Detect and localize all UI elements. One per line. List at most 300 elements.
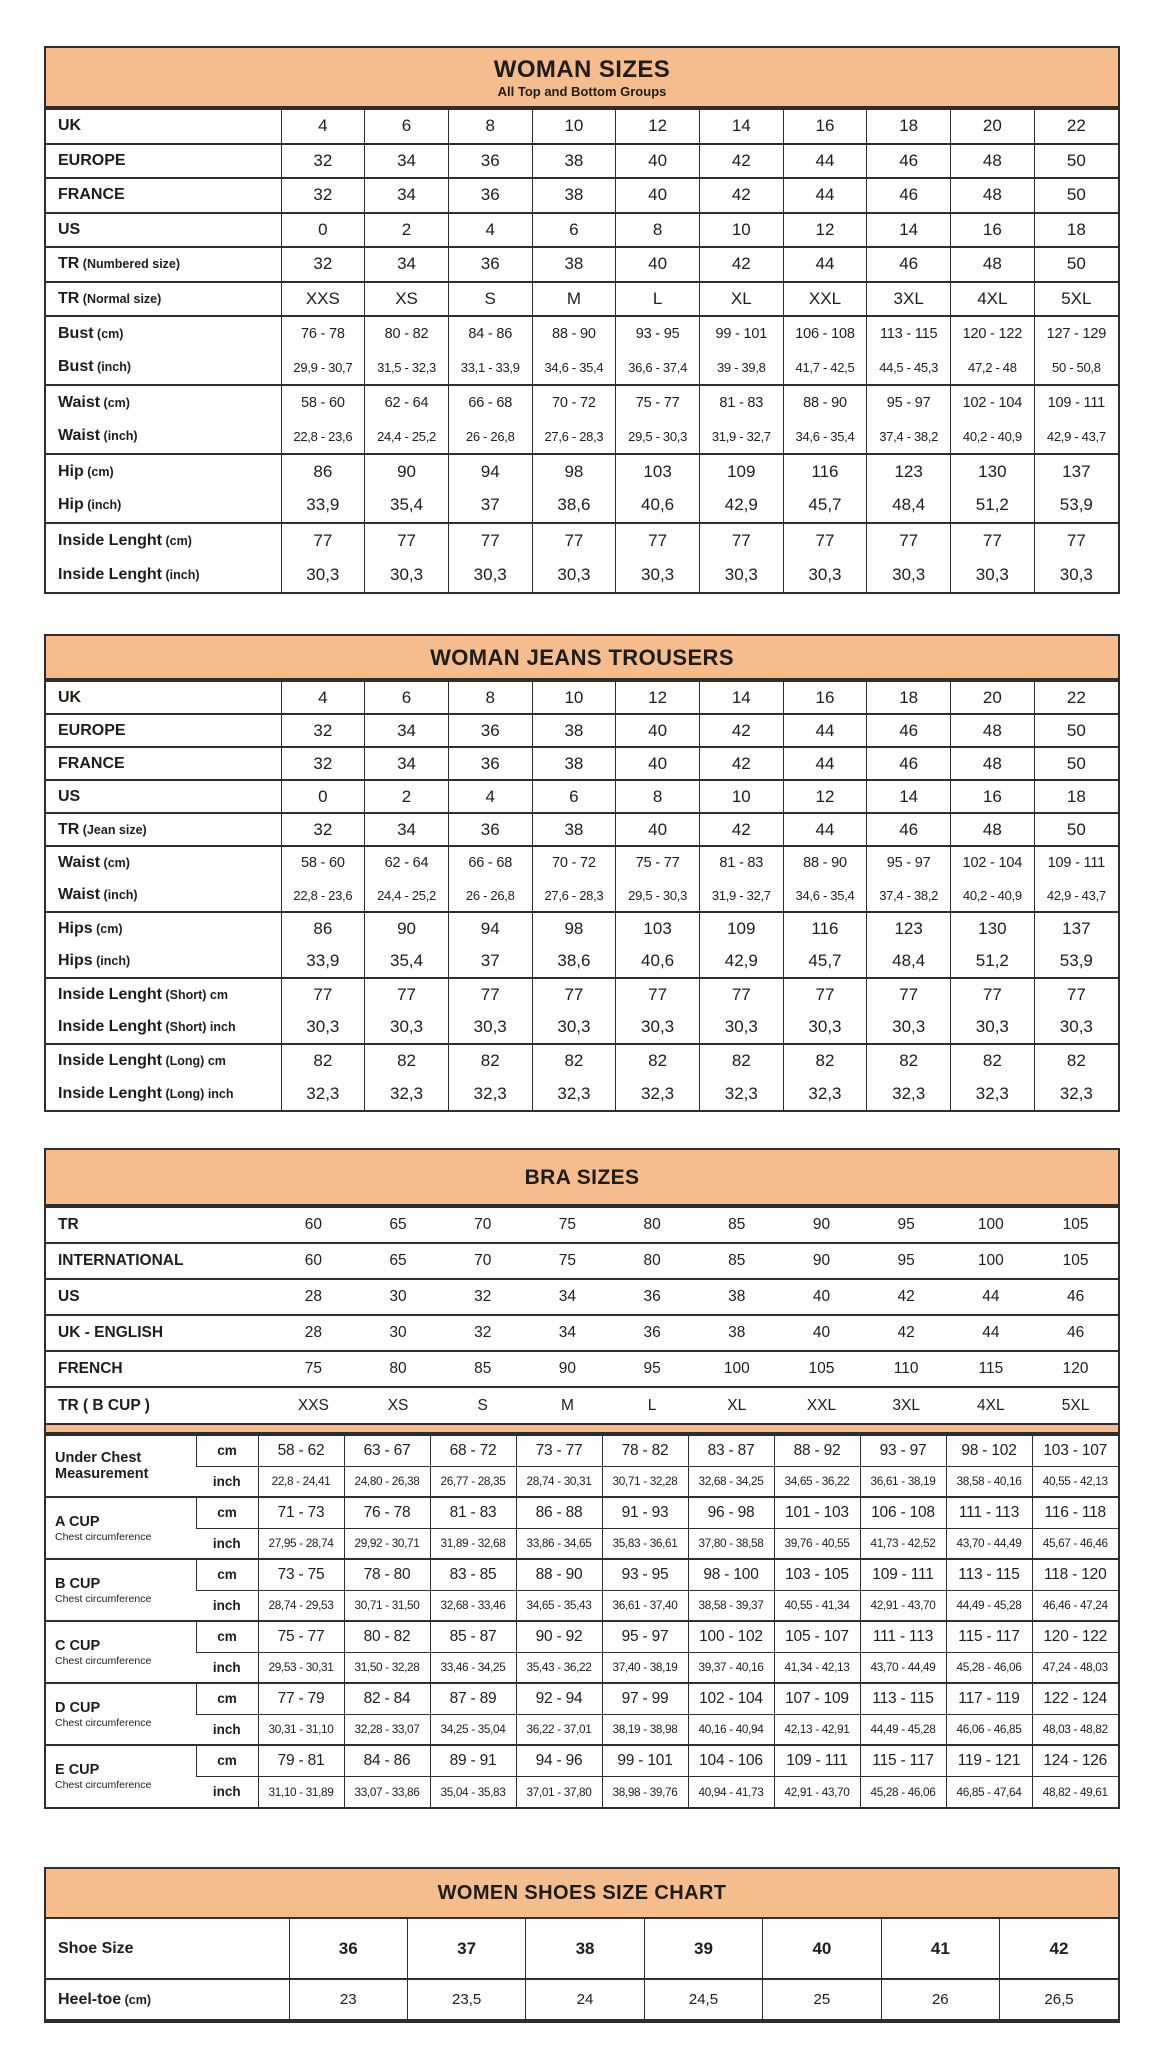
size-cell: 40,16 - 40,94 <box>688 1714 774 1745</box>
size-cell: 100 <box>949 1243 1034 1279</box>
size-cell: 77 <box>951 978 1035 1011</box>
size-cell: 43,70 - 44,49 <box>860 1652 946 1683</box>
size-cell: 3XL <box>864 1387 949 1423</box>
size-cell: 90 <box>779 1207 864 1243</box>
size-cell: 20 <box>951 109 1035 144</box>
size-cell: 36,6 - 37,4 <box>616 351 700 386</box>
size-cell: 91 - 93 <box>602 1497 688 1528</box>
size-cell: 42 <box>699 714 783 747</box>
size-cell: 109 - 111 <box>1034 846 1118 879</box>
size-cell: 80 <box>356 1351 441 1387</box>
size-cell: 77 <box>448 978 532 1011</box>
size-cell: 95 - 97 <box>602 1621 688 1652</box>
cup-row-cm <box>46 1683 1118 1714</box>
size-cell: 93 - 95 <box>616 316 700 351</box>
row-label-text: Hips <box>58 920 93 937</box>
table-row <box>46 144 1118 179</box>
cup-label-text: C CUP <box>55 1637 101 1654</box>
size-cell: 35,4 <box>365 489 449 524</box>
size-cell: 40 <box>616 144 700 179</box>
size-cell: 30,3 <box>867 1011 951 1044</box>
size-cell: 38,19 - 38,98 <box>602 1714 688 1745</box>
size-cell: 90 <box>525 1351 610 1387</box>
size-cell: 63 - 67 <box>344 1435 430 1466</box>
row-label-unit: (inch) <box>92 954 131 968</box>
size-cell: 8 <box>616 213 700 248</box>
size-cell: 35,83 - 36,61 <box>602 1528 688 1559</box>
size-cell: 95 - 97 <box>867 846 951 879</box>
size-cell: 115 - 117 <box>946 1621 1032 1652</box>
size-cell: 32,68 - 33,46 <box>430 1590 516 1621</box>
row-label <box>46 1979 289 2019</box>
size-cell: 44,49 - 45,28 <box>860 1714 946 1745</box>
size-cell: 107 - 109 <box>774 1683 860 1714</box>
size-cell: 77 <box>365 523 449 558</box>
row-label <box>46 316 281 351</box>
size-cell: S <box>448 282 532 317</box>
size-cell: 32,3 <box>448 1077 532 1110</box>
row-label-text: FRANCE <box>58 186 125 204</box>
unit-label-inch: inch <box>196 1652 258 1683</box>
table-row <box>46 1044 1118 1077</box>
size-cell: 40,2 - 40,9 <box>951 879 1035 912</box>
row-label-text: Hips <box>58 952 93 969</box>
size-cell: 47,2 - 48 <box>951 351 1035 386</box>
size-cell: 46 <box>867 714 951 747</box>
size-cell: 40,55 - 42,13 <box>1032 1466 1118 1497</box>
size-cell: 60 <box>271 1243 356 1279</box>
size-cell: 23 <box>289 1979 407 2019</box>
size-cell: 77 <box>783 523 867 558</box>
table-row <box>46 1279 1118 1315</box>
row-label <box>46 247 281 282</box>
size-cell: 41,73 - 42,52 <box>860 1528 946 1559</box>
row-label <box>46 109 281 144</box>
row-label-text: Shoe Size <box>58 1939 134 1957</box>
size-cell: M <box>532 282 616 317</box>
size-cell: 23,5 <box>407 1979 525 2019</box>
unit-label-cm: cm <box>196 1683 258 1714</box>
size-cell: 85 <box>694 1207 779 1243</box>
size-cell: 111 - 113 <box>860 1621 946 1652</box>
size-cell: 2 <box>365 780 449 813</box>
size-cell: 44 <box>949 1279 1034 1315</box>
size-cell: 77 <box>281 523 365 558</box>
unit-label-inch: inch <box>196 1590 258 1621</box>
size-cell: 50 <box>1034 747 1118 780</box>
size-cell: 78 - 82 <box>602 1435 688 1466</box>
size-cell: 40 <box>616 747 700 780</box>
unit-label-cm: cm <box>196 1559 258 1590</box>
size-cell: 36 <box>610 1315 695 1351</box>
size-cell: 32,68 - 34,25 <box>688 1466 774 1497</box>
cup-row-inch <box>46 1528 1118 1559</box>
size-cell: 92 - 94 <box>516 1683 602 1714</box>
size-cell: 44 <box>949 1315 1034 1351</box>
size-cell: 70 <box>440 1243 525 1279</box>
unit-label-cm: cm <box>196 1435 258 1466</box>
row-label-text: US <box>58 220 81 238</box>
size-cell: 116 <box>783 454 867 489</box>
size-cell: 85 <box>694 1243 779 1279</box>
size-cell: 32,3 <box>867 1077 951 1110</box>
size-cell: 120 - 122 <box>951 316 1035 351</box>
row-label-text: Inside Lenght <box>58 531 162 549</box>
size-cell: 84 - 86 <box>344 1745 430 1776</box>
size-cell: 130 <box>951 912 1035 945</box>
size-cell: 77 <box>783 978 867 1011</box>
size-cell: 44 <box>783 747 867 780</box>
row-label-text: Waist <box>58 886 101 903</box>
row-label-text: TR <box>58 255 80 273</box>
size-cell: 77 <box>616 978 700 1011</box>
row-label <box>46 945 281 978</box>
size-cell: 32,3 <box>281 1077 365 1110</box>
size-cell: 42,9 - 43,7 <box>1034 879 1118 912</box>
size-cell: 113 - 115 <box>867 316 951 351</box>
size-cell: 10 <box>532 681 616 714</box>
row-label-text: Bust <box>58 324 94 342</box>
size-cell: 5XL <box>1034 282 1118 317</box>
row-label <box>46 178 281 213</box>
cup-label-subtext: Chest circumference <box>55 1716 152 1729</box>
size-cell: 45,7 <box>783 489 867 524</box>
cup-row-cm <box>46 1497 1118 1528</box>
size-cell: 42,13 - 42,91 <box>774 1714 860 1745</box>
row-label <box>46 282 281 317</box>
unit-label-cm: cm <box>196 1621 258 1652</box>
size-cell: 75 - 77 <box>616 385 700 420</box>
size-cell: 26,5 <box>1000 1979 1118 2019</box>
size-cell: 24 <box>526 1979 644 2019</box>
size-cell: 40 <box>779 1279 864 1315</box>
table-row <box>46 1387 1118 1423</box>
size-cell: 38 <box>532 178 616 213</box>
size-cell: 31,9 - 32,7 <box>699 879 783 912</box>
size-cell: XL <box>694 1387 779 1423</box>
size-cell: 82 <box>448 1044 532 1077</box>
size-cell: 30,3 <box>1034 558 1118 593</box>
size-cell: 40 <box>616 247 700 282</box>
row-label-unit: (cm) <box>100 856 130 870</box>
table-row <box>46 420 1118 455</box>
size-cell: 32 <box>440 1279 525 1315</box>
size-cell: 102 - 104 <box>688 1683 774 1714</box>
size-cell: 46 <box>867 144 951 179</box>
size-cell: 85 <box>440 1351 525 1387</box>
size-cell: XXS <box>271 1387 356 1423</box>
unit-label-inch: inch <box>196 1528 258 1559</box>
size-cell: 40 <box>763 1919 881 1979</box>
cup-row-inch <box>46 1776 1118 1807</box>
size-cell: 87 - 89 <box>430 1683 516 1714</box>
row-label-unit: (Normal size) <box>79 291 162 306</box>
cup-row-cm <box>46 1435 1118 1466</box>
size-cell: 100 <box>694 1351 779 1387</box>
size-cell: 6 <box>365 681 449 714</box>
size-cell: 58 - 60 <box>281 385 365 420</box>
size-cell: 8 <box>448 109 532 144</box>
size-cell: 36 <box>289 1919 407 1979</box>
size-cell: 28 <box>271 1279 356 1315</box>
size-cell: 39,37 - 40,16 <box>688 1652 774 1683</box>
size-cell: 2 <box>365 213 449 248</box>
size-cell: 34,25 - 35,04 <box>430 1714 516 1745</box>
size-cell: 84 - 86 <box>448 316 532 351</box>
size-cell: XXL <box>783 282 867 317</box>
size-cell: 29,5 - 30,3 <box>616 879 700 912</box>
size-cell: 81 - 83 <box>699 846 783 879</box>
row-label-text: EUROPE <box>58 151 126 169</box>
size-cell: 14 <box>699 109 783 144</box>
size-cell: 31,89 - 32,68 <box>430 1528 516 1559</box>
size-cell: 77 <box>1034 523 1118 558</box>
row-label <box>46 1011 281 1044</box>
row-label <box>46 523 281 558</box>
row-label <box>46 978 281 1011</box>
size-cell: 46 <box>867 247 951 282</box>
size-cell: 95 - 97 <box>867 385 951 420</box>
size-cell: 101 - 103 <box>774 1497 860 1528</box>
shoes-size-header <box>46 1869 1118 1919</box>
size-cell: 0 <box>281 213 365 248</box>
size-cell: 73 - 75 <box>258 1559 344 1590</box>
size-cell: 80 - 82 <box>365 316 449 351</box>
size-cell: 88 - 90 <box>783 846 867 879</box>
size-cell: 12 <box>783 213 867 248</box>
size-cell: 35,04 - 35,83 <box>430 1776 516 1807</box>
table-row <box>46 351 1118 386</box>
size-cell: 44,5 - 45,3 <box>867 351 951 386</box>
table-row <box>46 747 1118 780</box>
row-label-unit: (cm) <box>93 326 124 341</box>
unit-label-inch: inch <box>196 1776 258 1807</box>
size-cell: 40 <box>616 178 700 213</box>
size-cell: 30,3 <box>699 558 783 593</box>
size-cell: 42 <box>1000 1919 1118 1979</box>
row-label-text: TR <box>58 1216 79 1233</box>
size-cell: 80 <box>610 1243 695 1279</box>
size-cell: 10 <box>532 109 616 144</box>
cup-row-cm <box>46 1559 1118 1590</box>
size-cell: 48,4 <box>867 945 951 978</box>
size-cell: 110 <box>864 1351 949 1387</box>
size-cell: 32 <box>281 144 365 179</box>
size-cell: 38 <box>532 247 616 282</box>
size-cell: XS <box>356 1387 441 1423</box>
size-cell: 70 <box>440 1207 525 1243</box>
unit-label-inch: inch <box>196 1466 258 1497</box>
bra-sizes-header <box>46 1150 1118 1206</box>
size-cell: 106 - 108 <box>783 316 867 351</box>
size-cell: 103 - 107 <box>1032 1435 1118 1466</box>
size-cell: 16 <box>951 213 1035 248</box>
size-cell: 37,80 - 38,58 <box>688 1528 774 1559</box>
size-cell: 34 <box>365 747 449 780</box>
size-cell: 76 - 78 <box>344 1497 430 1528</box>
table-row <box>46 780 1118 813</box>
size-cell: 42 <box>699 178 783 213</box>
size-cell: XL <box>699 282 783 317</box>
size-cell: 46 <box>867 178 951 213</box>
size-cell: 38,58 - 39,37 <box>688 1590 774 1621</box>
cup-row-inch <box>46 1652 1118 1683</box>
size-cell: 3XL <box>867 282 951 317</box>
cup-row-cm <box>46 1745 1118 1776</box>
row-label <box>46 1387 271 1423</box>
size-cell: 40,2 - 40,9 <box>951 420 1035 455</box>
woman-sizes-title: WOMAN SIZES <box>493 56 671 83</box>
row-label-text: FRANCE <box>58 754 125 772</box>
size-cell: 79 - 81 <box>258 1745 344 1776</box>
size-cell: 77 <box>699 523 783 558</box>
size-cell: 24,4 - 25,2 <box>365 879 449 912</box>
size-cell: 86 - 88 <box>516 1497 602 1528</box>
size-cell: 10 <box>699 780 783 813</box>
size-cell: 137 <box>1034 454 1118 489</box>
row-label-text: INTERNATIONAL <box>58 1252 184 1269</box>
size-cell: 77 <box>699 978 783 1011</box>
size-cell: 33,9 <box>281 945 365 978</box>
cup-label-text: Under Chest Measurement <box>55 1450 149 1482</box>
size-cell: 37,01 - 37,80 <box>516 1776 602 1807</box>
row-label-text: Waist <box>58 427 101 445</box>
size-cell: 75 - 77 <box>616 846 700 879</box>
size-cell: 18 <box>867 109 951 144</box>
table-row <box>46 1979 1118 2019</box>
size-cell: 98 <box>532 912 616 945</box>
size-cell: 24,4 - 25,2 <box>365 420 449 455</box>
table-row <box>46 109 1118 144</box>
size-cell: 105 - 107 <box>774 1621 860 1652</box>
size-cell: 27,6 - 28,3 <box>532 420 616 455</box>
size-cell: 38 <box>532 144 616 179</box>
size-cell: XXS <box>281 282 365 317</box>
size-cell: 37,40 - 38,19 <box>602 1652 688 1683</box>
size-cell: 122 - 124 <box>1032 1683 1118 1714</box>
size-cell: 4 <box>448 213 532 248</box>
size-cell: 90 <box>365 912 449 945</box>
row-label <box>46 385 281 420</box>
size-cell: 95 <box>864 1243 949 1279</box>
size-cell: 51,2 <box>951 945 1035 978</box>
size-cell: 48,03 - 48,82 <box>1032 1714 1118 1745</box>
size-cell: 77 <box>867 523 951 558</box>
row-label-unit: (cm) <box>100 395 130 410</box>
size-cell: 82 - 84 <box>344 1683 430 1714</box>
size-cell: 26 - 26,8 <box>448 420 532 455</box>
size-cell: 18 <box>867 681 951 714</box>
size-cell: 40 <box>779 1315 864 1351</box>
size-cell: 77 <box>616 523 700 558</box>
size-cell: XXL <box>779 1387 864 1423</box>
size-cell: 102 - 104 <box>951 385 1035 420</box>
size-cell: 124 - 126 <box>1032 1745 1118 1776</box>
size-cell: 93 - 97 <box>860 1435 946 1466</box>
row-label <box>46 1919 289 1979</box>
size-cell: 75 <box>525 1243 610 1279</box>
row-label-text: UK - ENGLISH <box>58 1324 164 1341</box>
size-cell: 37,4 - 38,2 <box>867 879 951 912</box>
size-cell: 90 - 92 <box>516 1621 602 1652</box>
table-spacer <box>44 594 1120 634</box>
row-label-text: FRENCH <box>58 1360 123 1377</box>
size-cell: 34,6 - 35,4 <box>783 420 867 455</box>
size-cell: 65 <box>356 1207 441 1243</box>
row-label <box>46 912 281 945</box>
cup-row-inch <box>46 1466 1118 1497</box>
table-row <box>46 1351 1118 1387</box>
size-cell: 130 <box>951 454 1035 489</box>
cup-label <box>46 1621 196 1683</box>
size-cell: 90 <box>779 1243 864 1279</box>
size-cell: 88 - 90 <box>783 385 867 420</box>
row-label-text: Bust <box>58 358 94 376</box>
table-row <box>46 813 1118 846</box>
size-cell: 34 <box>365 144 449 179</box>
row-label <box>46 681 281 714</box>
row-label <box>46 558 281 593</box>
row-label-text: Inside Lenght <box>58 986 162 1003</box>
size-cell: 42 <box>699 747 783 780</box>
size-cell: M <box>525 1387 610 1423</box>
size-cell: 104 - 106 <box>688 1745 774 1776</box>
size-cell: 32,3 <box>951 1077 1035 1110</box>
row-label-text: Hip <box>58 496 84 514</box>
size-cell: 34 <box>365 714 449 747</box>
size-cell: 75 - 77 <box>258 1621 344 1652</box>
size-cell: 123 <box>867 912 951 945</box>
size-cell: 94 <box>448 454 532 489</box>
table-row <box>46 978 1118 1011</box>
cup-label <box>46 1559 196 1621</box>
row-label-unit: (inch) <box>100 429 138 444</box>
size-cell: 50 <box>1034 144 1118 179</box>
size-cell: 22,8 - 23,6 <box>281 879 365 912</box>
size-cell: 29,5 - 30,3 <box>616 420 700 455</box>
jeans-trousers-grid <box>46 680 1118 1110</box>
row-label-unit: (Jean size) <box>79 822 147 837</box>
size-cell: 66 - 68 <box>448 385 532 420</box>
table-row <box>46 178 1118 213</box>
size-cell: 48 <box>951 144 1035 179</box>
table-row <box>46 681 1118 714</box>
jeans-trousers-header <box>46 636 1118 680</box>
size-cell: 34 <box>365 813 449 846</box>
table-row <box>46 385 1118 420</box>
size-cell: 70 - 72 <box>532 846 616 879</box>
row-label-text: Waist <box>58 393 101 411</box>
size-cell: 32 <box>440 1315 525 1351</box>
size-cell: 98 - 100 <box>688 1559 774 1590</box>
size-cell: 109 <box>699 454 783 489</box>
size-cell: 77 <box>1034 978 1118 1011</box>
size-cell: 6 <box>532 780 616 813</box>
size-cell: 42 <box>699 247 783 282</box>
size-cell: 31,9 - 32,7 <box>699 420 783 455</box>
size-cell: 123 <box>867 454 951 489</box>
size-cell: 106 - 108 <box>860 1497 946 1528</box>
size-cell: 44,49 - 45,28 <box>946 1590 1032 1621</box>
size-cell: 105 <box>779 1351 864 1387</box>
size-cell: 82 <box>867 1044 951 1077</box>
size-cell: 12 <box>783 780 867 813</box>
table-row <box>46 558 1118 593</box>
cup-label-subtext: Chest circumference <box>55 1530 152 1543</box>
size-cell: 42 <box>699 813 783 846</box>
size-cell: 46,85 - 47,64 <box>946 1776 1032 1807</box>
size-cell: 88 - 90 <box>532 316 616 351</box>
